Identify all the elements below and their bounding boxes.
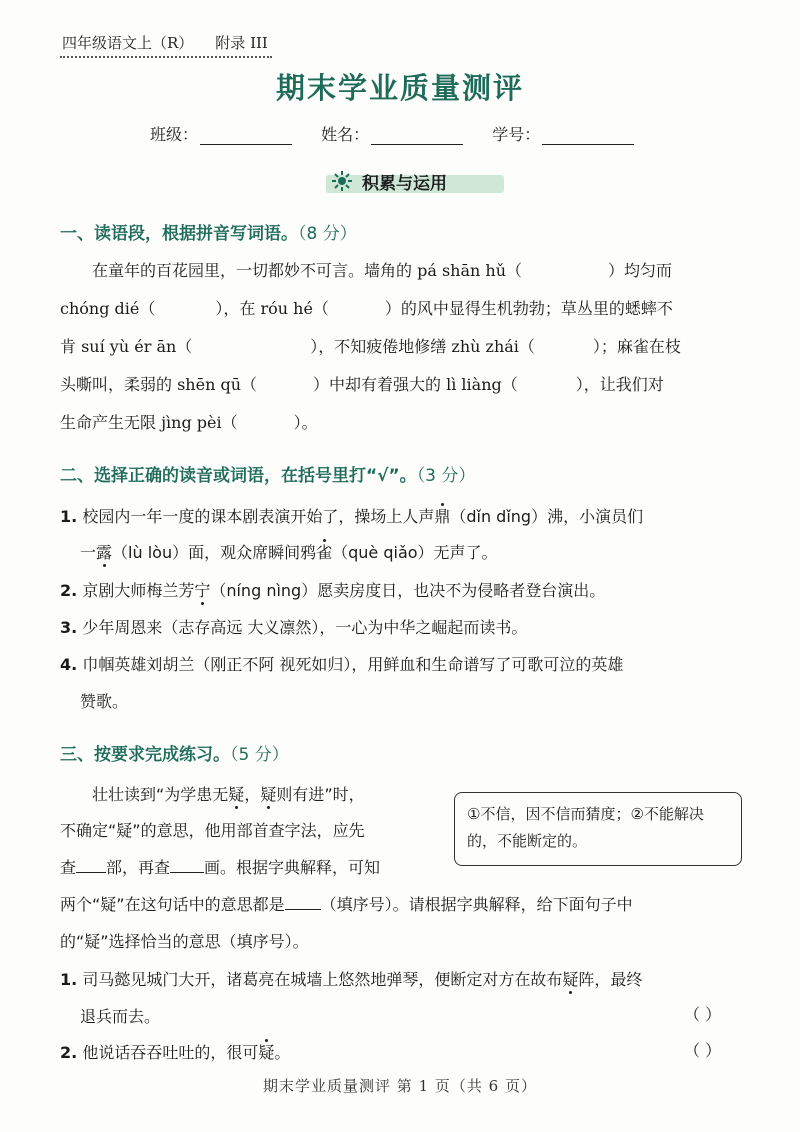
stroke-blank[interactable] xyxy=(170,858,204,873)
s3-paragraph-line-2: 不确定“疑”的意思，他用部首查字法，应先 xyxy=(60,821,365,840)
dictionary-definition-box: ①不信，因不信而猜度；②不能解决的，不能断定的。 xyxy=(454,792,742,866)
passage-line-5: 生命产生无限 jìng pèi（ ）。 xyxy=(60,413,318,432)
question-3-1: 1. 司马懿见城门大开，诸葛亮在城墙上悠然地弹琴，便断定对方在故布疑阵，最终 xyxy=(60,970,643,989)
meaning-blank[interactable] xyxy=(285,895,321,910)
question-2-4-cont: 赞歌。 xyxy=(80,692,129,711)
question-2-2: 2. 京剧大师梅兰芳宁（níng nìng）愿卖房度日，也决不为侵略者登台演出。 xyxy=(60,581,606,600)
section-1-passage xyxy=(60,252,750,442)
class-label: 班级： xyxy=(150,125,199,144)
passage-line-3: 肯 suí yù ér ān（ ），不知疲倦地修缮 zhù zhái（ ）；麻雀在枝 xyxy=(60,337,681,356)
passage-line-2: chóng dié（ ），在 róu hé（ ）的风中显得生机勃勃；草丛里的蟋蟀不 xyxy=(60,299,673,318)
number-field[interactable] xyxy=(492,122,634,145)
page-title: 期末学业质量测评 xyxy=(275,71,524,105)
grade-label: 四年级语文上（R） xyxy=(62,34,194,52)
question-2-3: 3. 少年周恩来（志存高远 大义凛然），一心为中华之崛起而读书。 xyxy=(60,618,528,637)
answer-paren-1[interactable]: （ ） xyxy=(684,1005,722,1024)
s3-paragraph-line-3: 查 部，再查 画。根据字典解释，可知 xyxy=(60,858,381,877)
appendix-label: 附录 III xyxy=(215,34,268,52)
question-2-4: 4. 巾帼英雄刘胡兰（刚正不阿 视死如归），用鲜血和生命谱写了可歌可泣的英雄 xyxy=(60,655,624,674)
s3-paragraph-line-1: 壮壮读到“为学患无疑，疑则有进”时， xyxy=(92,785,365,804)
header-label xyxy=(62,32,268,53)
question-3-2: 2. 他说话吞吞吐吐的，很可疑。 xyxy=(60,1043,291,1062)
radical-blank[interactable] xyxy=(76,858,106,873)
passage-line-4: 头嘶叫，柔弱的 shēn qū（ ）中却有着强大的 lì liàng（ ），让我们对 xyxy=(60,375,664,394)
passage-line-1: 在童年的百花园里，一切都妙不可言。墙角的 pá shān hǔ（ ）均匀而 xyxy=(92,261,673,280)
answer-paren-2[interactable]: （ ） xyxy=(684,1041,722,1060)
question-2-1-cont: 一露（lù lòu）面，观众席瞬间鸦雀（què qiǎo）无声了。 xyxy=(80,543,498,562)
class-field[interactable] xyxy=(150,122,292,145)
section-3-heading: 三、按要求完成练习。（5 分） xyxy=(60,745,289,765)
page-footer: 期末学业质量测评 第 1 页（共 6 页） xyxy=(263,1077,537,1095)
question-3-1-cont: 退兵而去。 xyxy=(80,1007,161,1026)
name-label: 姓名： xyxy=(321,125,370,144)
name-field[interactable] xyxy=(321,122,463,145)
s3-paragraph-line-5: 的“疑”选择恰当的意思（填序号）。 xyxy=(60,932,309,951)
s3-paragraph-line-4: 两个“疑”在这句话中的意思都是 （填序号）。请根据字典解释，给下面句子中 xyxy=(60,895,633,914)
student-info-fields xyxy=(150,122,658,145)
number-label: 学号： xyxy=(492,125,541,144)
section-2-heading: 二、选择正确的读音或词语，在括号里打“√”。（3 分） xyxy=(60,466,476,486)
header-divider xyxy=(60,56,272,58)
question-2-1: 1. 校园内一年一度的课本剧表演开始了，操场上人声鼎（dǐn dǐng）沸，小演员们 xyxy=(60,507,644,526)
banner-label: 积累与运用 xyxy=(362,174,447,194)
flower-icon xyxy=(330,170,354,192)
section-banner xyxy=(300,166,504,196)
section-1-heading: 一、读语段，根据拼音写词语。（8 分） xyxy=(60,224,357,244)
